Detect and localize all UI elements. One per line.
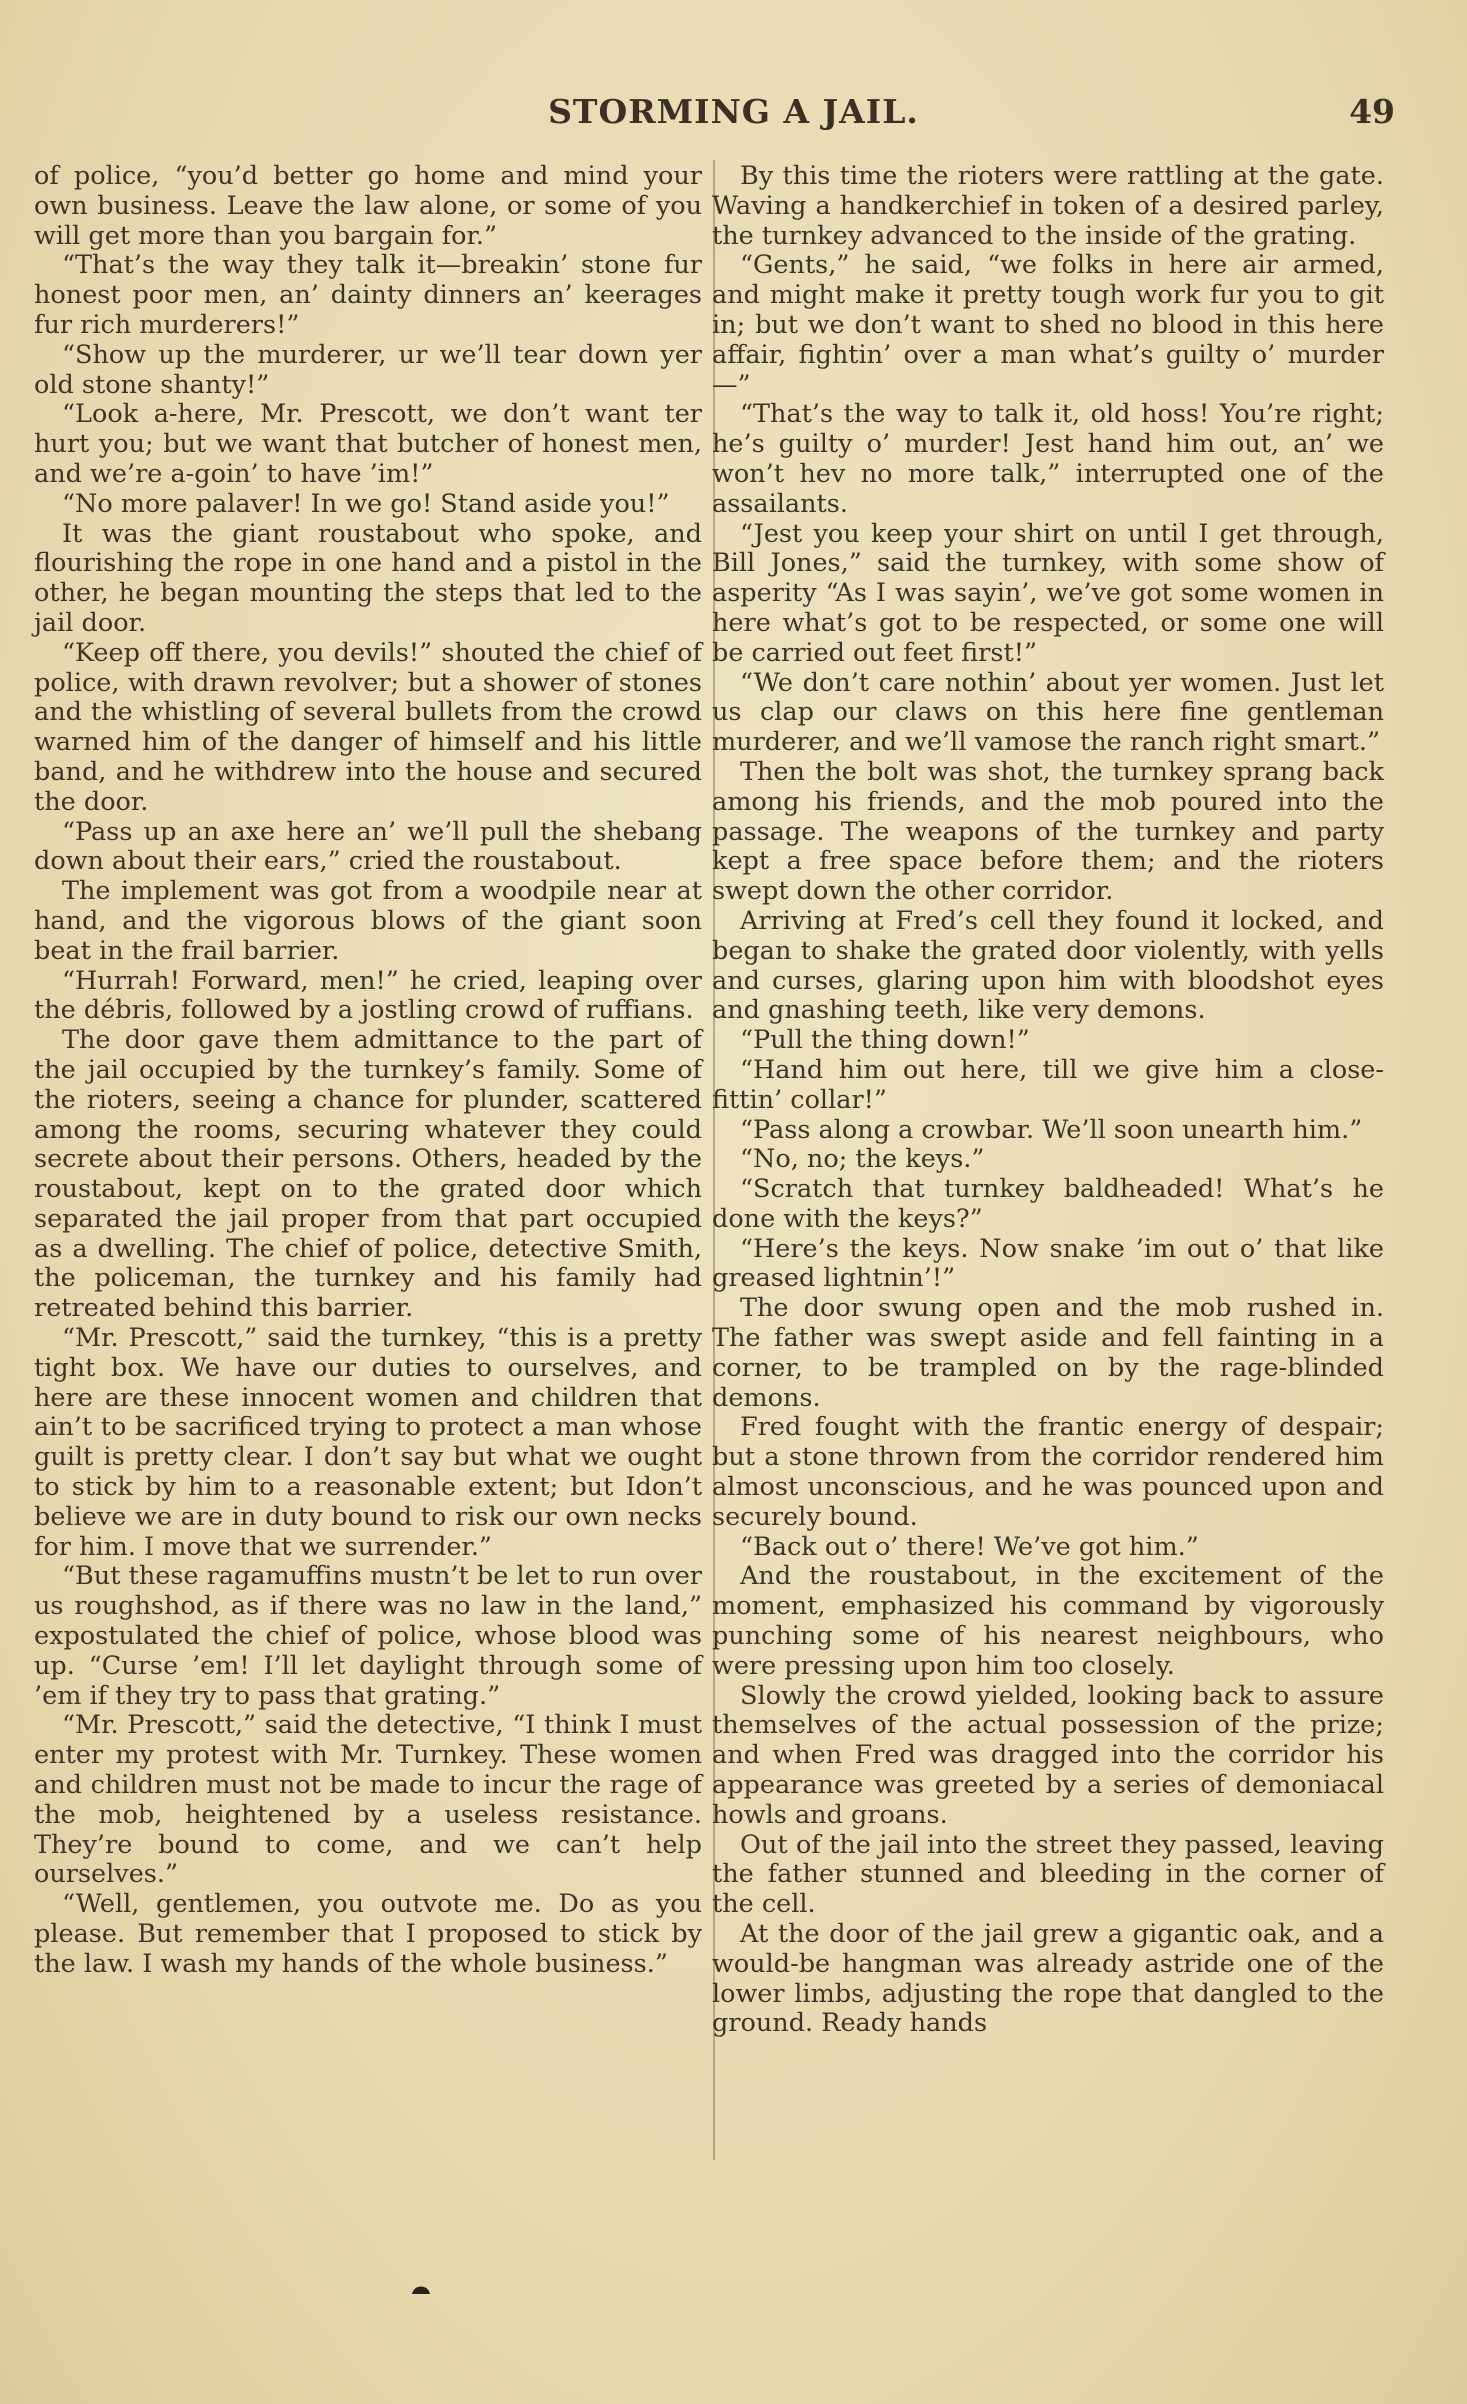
paragraph: Fred fought with the frantic energy of despair; but a stone thrown from the corridor rendered him almost unconscious, and he was pounced upon and securely bound.	[712, 1412, 1384, 1532]
left-column	[34, 162, 702, 1980]
paragraph: Slowly the crowd yielded, looking back to assure themselves of the actual possession of the prize; and when Fred was dragged into the corridor his appearance was greeted by a series of demoniacal howls and groans.	[712, 1680, 1384, 1830]
paragraph: “Keep off there, you devils!” shouted the chief of police, with drawn revolver; but a shower of stones and the whistling of several bullets from the crowd warned him of the danger of himself and his little band, and he withdrew into the house and secured the door.	[34, 637, 702, 817]
page-header	[0, 92, 1467, 132]
paragraph: “Back out o’ there! We’ve got him.”	[740, 1531, 1199, 1562]
paragraph: “That’s the way to talk it, old hoss! You’re right; he’s guilty o’ murder! Jest hand him out, an’ we won’t hev no more talk,” interrupted one of the assailants.	[712, 399, 1384, 519]
paragraph: “No more palaver! In we go! Stand aside you!”	[62, 488, 670, 519]
paragraph: “Scratch that turnkey baldheaded! What’s he done with the keys?”	[712, 1174, 1384, 1234]
right-column	[712, 162, 1384, 2039]
paragraph: Out of the jail into the street they passed, leaving the father stunned and bleeding in the corner of the cell.	[712, 1829, 1384, 1920]
paragraph: “Pass up an axe here an’ we’ll pull the shebang down about their ears,” cried the roustabout.	[34, 816, 702, 877]
ink-blot-icon	[410, 2282, 432, 2296]
paragraph: Then the bolt was shot, the turnkey sprang back among his friends, and the mob poured into the passage. The weapons of the turnkey and party kept a free space before them; and the rioters swept down the other corridor.	[712, 756, 1384, 907]
paragraph: Arriving at Fred’s cell they found it locked, and began to shake the grated door violently, with yells and curses, glaring upon him with bloodshot eyes and gnashing teeth, like very demons.	[712, 905, 1384, 1026]
paragraph: “Jest you keep your shirt on until I get through, Bill Jones,” said the turnkey, with some show of asperity “As I was sayin’, we’ve got some women in here what’s got to be respected, or some one will be carried out feet first!”	[712, 518, 1384, 668]
paragraph: “Mr. Prescott,” said the detective, “I think I must enter my protest with Mr. Turnkey. These women and children must not be made to incur the rage of the mob, heightened by a useless resistance. They’re bound to come, and we can’t help ourselves.”	[34, 1710, 702, 1890]
paragraph: The implement was got from a woodpile near at hand, and the vigorous blows of the giant soon beat in the frail barrier.	[34, 876, 702, 966]
paragraph: The door swung open and the mob rushed in. The father was swept aside and fell fainting in a corner, to be trampled on by the rage-blinded demons.	[712, 1293, 1384, 1413]
paragraph: of police, “you’d better go home and mind your own business. Leave the law alone, or some of you will get more than you bargain for.”	[34, 161, 702, 251]
paragraph: “Here’s the keys. Now snake ’im out o’ that like greased lightnin’!”	[712, 1233, 1384, 1294]
paragraph: “Gents,” he said, “we folks in here air armed, and might make it pretty tough work fur you to git in; but we don’t want to shed no blood in this here affair, fightin’ over a man what’s guilty o’ murder—”	[712, 250, 1384, 400]
paragraph: “Pull the thing down!”	[740, 1025, 1030, 1056]
paragraph: “We don’t care nothin’ about yer women. Just let us clap our claws on this here fine gentleman murderer, and we’ll vamose the ranch right smart.”	[712, 667, 1384, 758]
paragraph: And the roustabout, in the excitement of the moment, emphasized his command by vigorously punching some of his nearest neighbours, who were pressing upon him too closely.	[712, 1561, 1384, 1681]
paragraph: “Show up the murderer, ur we’ll tear down yer old stone shanty!”	[34, 339, 702, 400]
paragraph: “But these ragamuffins mustn’t be let to run over us roughshod, as if there was no law in the land,” expostulated the chief of police, whose blood was up. “Curse ’em! I’ll let daylight through some of ’em if they try to pass that grating.”	[34, 1561, 702, 1711]
paragraph: The door gave them admittance to the part of the jail occupied by the turnkey’s family. Some of the rioters, seeing a chance for plunder, scattered among the rooms, securing whatever they could secrete about their persons. Others, headed by the roustabout, kept on to the grated door which separated the jail proper from that part occupied as a dwelling. The chief of police, detective Smith, the policeman, the turnkey and his family had retreated behind this barrier.	[34, 1025, 702, 1324]
page-number: 49	[1349, 92, 1395, 131]
paragraph: It was the giant roustabout who spoke, and flourishing the rope in one hand and a pistol in the other, he began mounting the steps that led to the jail door.	[34, 518, 702, 638]
paragraph: “Pass along a crowbar. We’ll soon unearth him.”	[740, 1114, 1363, 1145]
paragraph: “Look a-here, Mr. Prescott, we don’t want ter hurt you; but we want that butcher of honest men, and we’re a-goin’ to have ’im!”	[34, 399, 702, 489]
paragraph: “Hurrah! Forward, men!” he cried, leaping over the débris, followed by a jostling crowd of ruffians.	[34, 965, 702, 1026]
paragraph: “Well, gentlemen, you outvote me. Do as you please. But remember that I proposed to stick by the law. I wash my hands of the whole business.”	[34, 1889, 702, 1979]
paragraph: “No, no; the keys.”	[740, 1144, 985, 1175]
running-title: STORMING A JAIL.	[548, 92, 919, 131]
paragraph: “Hand him out here, till we give him a close-fittin’ collar!”	[712, 1054, 1384, 1115]
paragraph: At the door of the jail grew a gigantic oak, and a would-be hangman was already astride one of the lower limbs, adjusting the rope that dangled to the ground. Ready hands	[712, 1919, 1384, 2039]
paragraph: By this time the rioters were rattling at the gate. Waving a handkerchief in token of a desired parley, the turnkey advanced to the inside of the grating.	[712, 161, 1384, 251]
paragraph: “Mr. Prescott,” said the turnkey, “this is a pretty tight box. We have our duties to ourselves, and here are these innocent women and children that ain’t to be sacrificed trying to protect a man whose guilt is pretty clear. I don’t say but what we ought to stick by him to a reasonable extent; but Idon’t believe we are in duty bound to risk our own necks for him. I move that we surrender.”	[34, 1323, 702, 1562]
paragraph: “That’s the way they talk it—breakin’ stone fur honest poor men, an’ dainty dinners an’ keerages fur rich murderers!”	[34, 250, 702, 340]
